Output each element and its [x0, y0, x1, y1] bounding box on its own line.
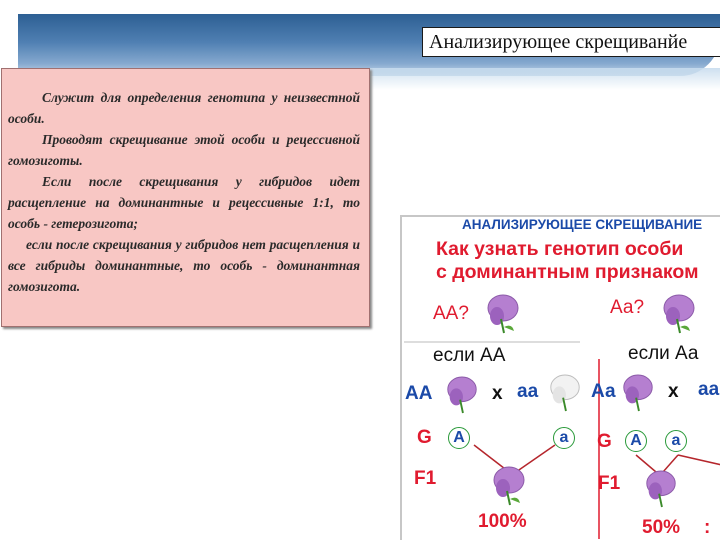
white-flower-icon	[547, 373, 583, 413]
definition-paragraph: Проводят скрещивание этой особи и рецессивной гомозиготы.	[8, 132, 360, 168]
violet-flower-icon	[490, 465, 528, 507]
definition-paragraph: Служит для определения генотипа у неизвестной особи.	[8, 90, 360, 126]
definition-paragraph: Если после скрещивания у гибридов идет расщепление на доминантные и рецессивные 1:1, то особь - гетерозигота;	[8, 174, 360, 231]
result-left: 100%	[478, 511, 527, 532]
violet-flower-icon	[444, 375, 480, 415]
definition-paragraph: если после скрещивания у гибридов нет расщепления и все гибриды доминантные, то особь - доминантная гомозигота.	[8, 237, 360, 294]
parent1-right: Аа	[591, 381, 616, 402]
genotype-question-left: АА?	[433, 303, 469, 324]
case-label-right: если Аа	[628, 343, 699, 364]
result-right: 50%	[642, 517, 681, 538]
violet-flower-icon	[660, 293, 698, 335]
violet-flower-icon	[620, 373, 656, 413]
question-line: с доминантным признаком	[436, 261, 699, 283]
gamete-right-1: А	[625, 430, 647, 452]
cross-sign-right: x	[668, 381, 679, 402]
f1-label-right: F1	[598, 473, 621, 494]
slide-title: Анализирующее скрещиванйе	[422, 27, 720, 57]
gametes-label-right: G	[597, 431, 612, 452]
parent2-right: аа	[698, 379, 720, 400]
gamete-left-2: а	[553, 427, 575, 449]
cross-diagram-image	[400, 215, 720, 540]
parent1-left: АА	[405, 383, 433, 404]
definition-box	[1, 68, 370, 327]
f1-label-left: F1	[414, 468, 437, 489]
gamete-left-1: А	[448, 427, 470, 449]
slide-heading: АНАЛИЗИРУЮЩЕЕ СКРЕЩИВАНИЕ	[462, 217, 703, 232]
parent2-left: аа	[517, 381, 539, 402]
case-label-left: если АА	[433, 345, 506, 366]
question-line: Как узнать генотип особи	[436, 238, 684, 260]
gamete-right-2: а	[665, 430, 687, 452]
genotype-question-right: Аа?	[610, 297, 645, 318]
result-separator: :	[704, 517, 711, 538]
violet-flower-icon	[484, 293, 522, 335]
cross-sign-left: x	[492, 383, 503, 404]
violet-flower-icon	[643, 469, 679, 509]
gametes-label-left: G	[417, 427, 432, 448]
